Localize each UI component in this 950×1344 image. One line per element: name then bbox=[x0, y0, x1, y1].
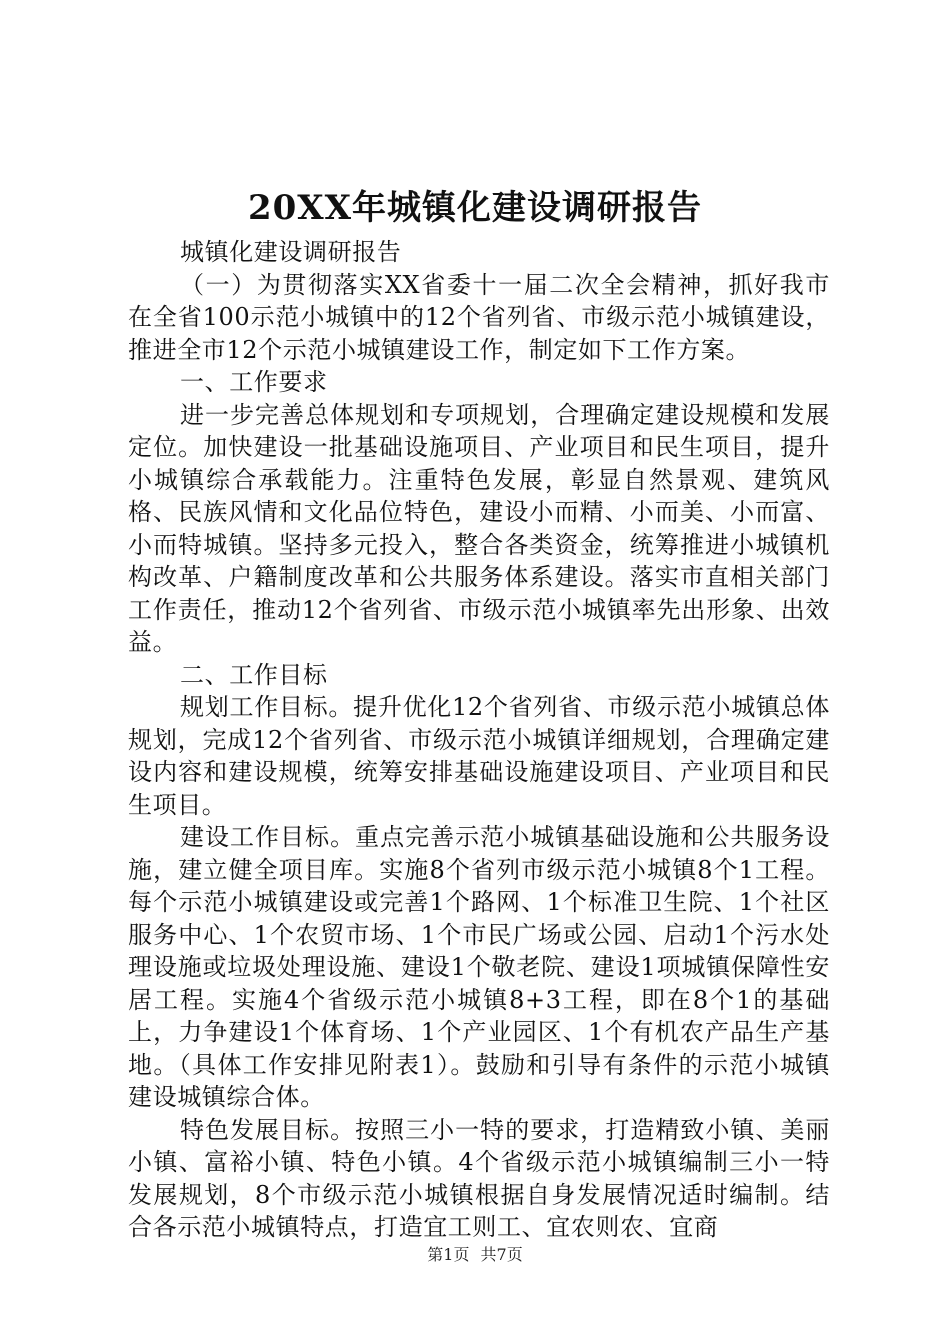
page-footer bbox=[0, 1244, 950, 1266]
planning-goal-paragraph: 规划工作目标。提升优化12个省列省、市级示范小城镇总体规划，完成12个省列省、市级示范小城镇详细规划，合理确定建设内容和建设规模，统筹安排基础设施建设项目、产业项目和民生项目。 bbox=[128, 693, 830, 819]
section-heading-goals: 二、工作目标 bbox=[180, 660, 328, 689]
document-body bbox=[128, 236, 830, 1244]
page-number: 第1页 bbox=[427, 1245, 470, 1264]
requirements-paragraph: 进一步完善总体规划和专项规划，合理确定建设规模和发展定位。加快建设一批基础设施项目、产业项目和民生项目，提升小城镇综合承载能力。注重特色发展，彰显自然景观、建筑风格、民族风情和文化品位特色，建设小而精、小而美、小而富、小而特城镇。坚持多元投入，整合各类资金，统筹推进小城镇机构改革、户籍制度改革和公共服务体系建设。落实市直相关部门工作责任，推动12个省列省、市级示范小城镇率先出形象、出效益。 bbox=[128, 400, 830, 656]
feature-goal-paragraph: 特色发展目标。按照三小一特的要求，打造精致小镇、美丽小镇、富裕小镇、特色小镇。4个省级示范小城镇编制三小一特发展规划，8个市级示范小城镇根据自身发展情况适时编制。结合各示范小城镇特点，打造宜工则工、宜农则农、宜商 bbox=[128, 1115, 830, 1241]
page-total: 共7页 bbox=[480, 1245, 523, 1264]
subtitle-paragraph: 城镇化建设调研报告 bbox=[180, 238, 402, 266]
document-title: 20XX年城镇化建设调研报告 bbox=[247, 188, 703, 228]
construction-goal-paragraph: 建设工作目标。重点完善示范小城镇基础设施和公共服务设施，建立健全项目库。实施8个省列市级示范小城镇8个1工程。每个示范小城镇建设或完善1个路网、1个标准卫生院、1个社区服务中心、1个农贸市场、1个市民广场或公园、启动1个污水处理设施或垃圾处理设施、建设1个敬老院、建设1项城镇保障性安居工程。实施4个省级示范小城镇8+3工程，即在8个1的基础上，力争建设1个体育场、1个产业园区、1个有机农产品生产基地。（具体工作安排见附表1）。鼓励和引导有条件的示范小城镇建设城镇综合体。 bbox=[128, 823, 830, 1111]
section-heading-requirements: 一、工作要求 bbox=[180, 368, 328, 396]
intro-paragraph: （一）为贯彻落实XX省委十一届二次全会精神，抓好我市在全省100示范小城镇中的12个省列省、市级示范小城镇建设，推进全市12个示范小城镇建设工作，制定如下工作方案。 bbox=[128, 270, 830, 364]
